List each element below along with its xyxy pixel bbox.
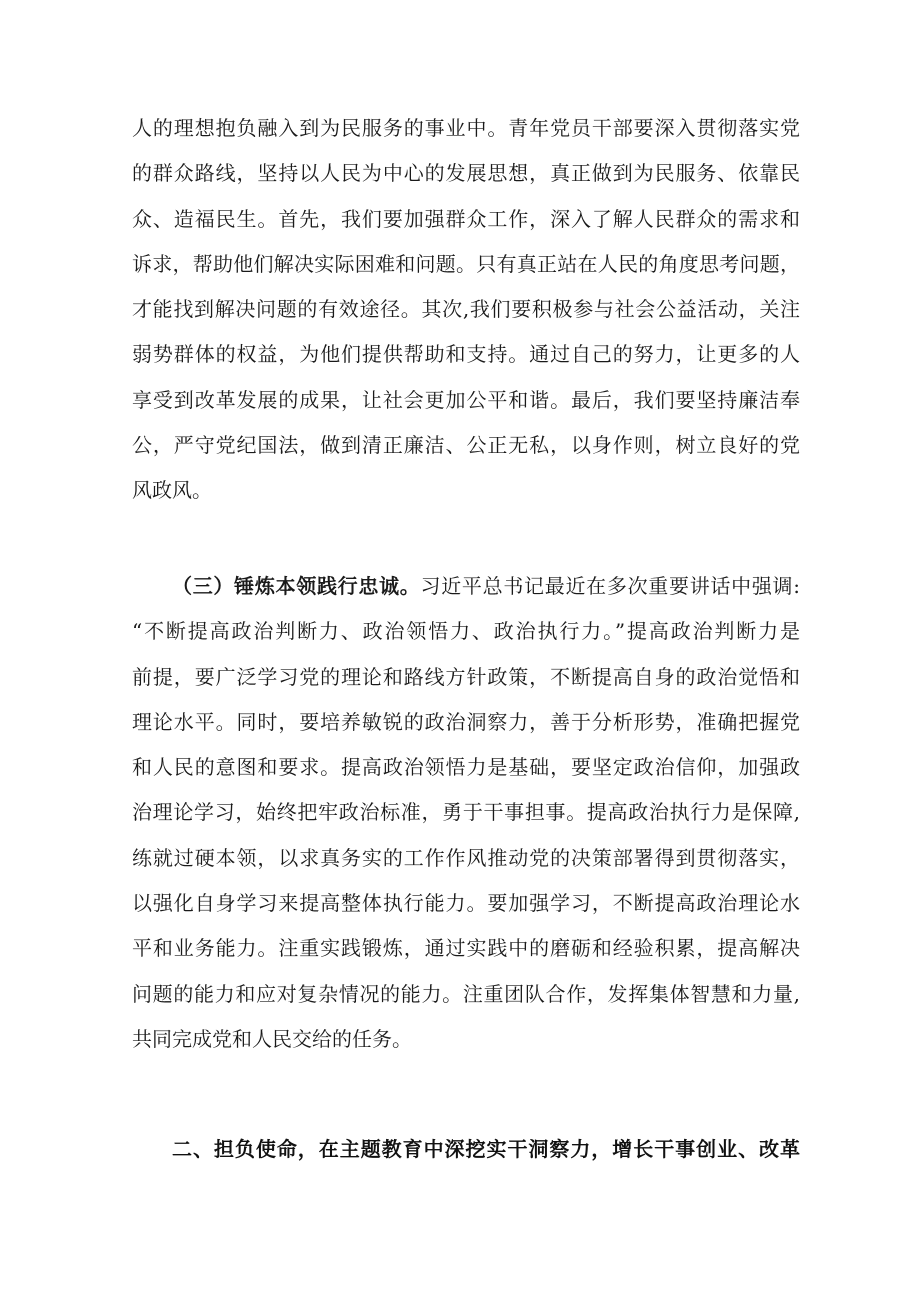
lead-text: 习近平总书记最近在多次重要讲话中强调: xyxy=(420,574,800,598)
text-line: 风政风。 xyxy=(132,478,212,503)
text-line: 练就过硬本领，以求真务实的工作作风推动党的决策部署得到贯彻落实， xyxy=(132,845,800,870)
paragraph-lead-line xyxy=(132,564,800,609)
text-line: 治理论学习，始终把牢政治标准，勇于干事担事。提高政治执行力是保障, xyxy=(132,800,800,825)
text-line: 共同完成党和人民交给的任务。 xyxy=(132,1026,412,1051)
section-subheading: （三）锤炼本领践行忠诚。 xyxy=(172,574,421,598)
text-line: 前提，要广泛学习党的理论和路线方针政策，不断提高自身的政治觉悟和 xyxy=(132,664,800,689)
text-line: 弱势群体的权益，为他们提供帮助和支持。通过自己的努力，让更多的人 xyxy=(132,342,800,367)
text-line: 公，严守党纪国法，做到清正廉洁、公正无私，以身作则，树立良好的党 xyxy=(132,433,800,458)
text-line: 的群众路线，坚持以人民为中心的发展思想，真正做到为民服务、依靠民 xyxy=(132,161,800,186)
text-line: 平和业务能力。注重实践锻炼，通过实践中的磨砺和经验积累，提高解决 xyxy=(132,936,800,961)
text-line: 以强化自身学习来提高整体执行能力。要加强学习，不断提高政治理论水 xyxy=(132,891,800,916)
text-line: “不断提高政治判断力、政治领悟力、政治执行力。”提高政治判断力是 xyxy=(132,619,800,644)
text-line: 和人民的意图和要求。提高政治领悟力是基础，要坚定政治信仰，加强政 xyxy=(132,755,800,780)
text-line: 问题的能力和应对复杂情况的能力。注重团队合作，发挥集体智慧和力量, xyxy=(132,981,800,1006)
text-line: 才能找到解决问题的有效途径。其次,我们要积极参与社会公益活动，关注 xyxy=(132,297,800,322)
text-line: 诉求，帮助他们解决实际困难和问题。只有真正站在人民的角度思考问题， xyxy=(132,251,800,276)
text-line: 享受到改革发展的成果，让社会更加公平和谐。最后，我们要坚持廉洁奉 xyxy=(132,387,800,412)
paragraph-loyalty xyxy=(132,564,800,1062)
text-line: 众、造福民生。首先，我们要加强群众工作，深入了解人民群众的需求和 xyxy=(132,206,800,231)
text-line: 人的理想抱负融入到为民服务的事业中。青年党员干部要深入贯彻落实党 xyxy=(132,116,800,140)
text-line: 理论水平。同时，要培养敏锐的政治洞察力，善于分析形势，准确把握党 xyxy=(132,709,800,734)
section-heading: 二、担负使命，在主题教育中深挖实干洞察力，增长干事创业、改革 xyxy=(172,1137,800,1161)
paragraph-service xyxy=(132,106,800,514)
